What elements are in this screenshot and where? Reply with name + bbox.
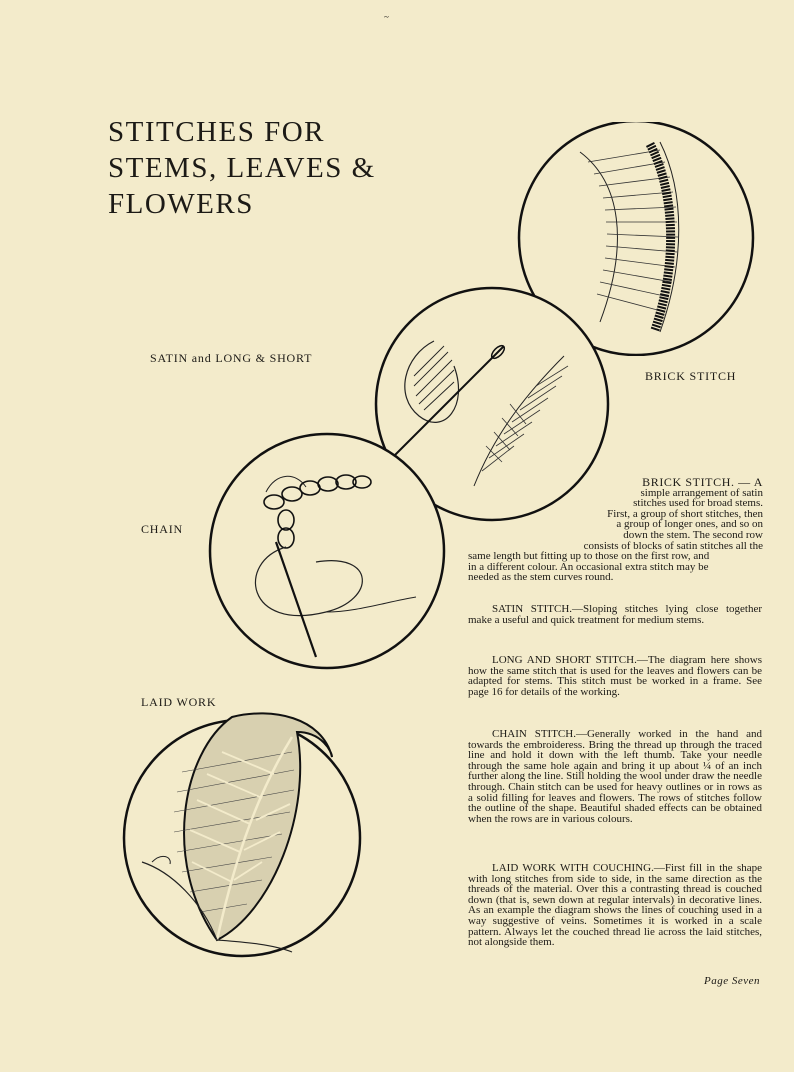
- text-line: stitches used for broad stems.: [633, 497, 763, 510]
- page-number: Page Seven: [704, 975, 760, 987]
- chain-stitch-illustration: [206, 432, 448, 670]
- text-line: needed as the stem curves round.: [468, 571, 614, 584]
- text-line: down the stem. The second row: [623, 528, 763, 541]
- title-line-3: FLOWERS: [108, 188, 254, 220]
- text-line: same length but fitting up to those on the first row, and: [468, 550, 710, 563]
- text-line: simple arrangement of satin: [640, 486, 763, 499]
- laid-work-paragraph: [468, 863, 762, 948]
- caption-chain: CHAIN: [141, 522, 183, 536]
- text-line: a group of longer ones, and so on: [616, 518, 763, 531]
- print-mark: ~: [384, 12, 389, 22]
- caption-brick-stitch: BRICK STITCH: [645, 369, 737, 383]
- paragraph-text: LAID WORK WITH COUCHING.—First fill in the shape with long stitches from side to side, in the same direction as the threads of the material. Over this a contrasting thread is couched down (that is, sewn down at regular intervals) in decorative lines. As an example the diagram shows the lines of couching used in a way suggestive of veins. Sometimes it is worked in a scale pattern. Always let the couched thread lie across the laid stitches, not alongside them.: [468, 862, 762, 949]
- caption-laid-work: LAID WORK: [141, 695, 217, 709]
- laid-work-illustration: [122, 712, 362, 960]
- paragraph-text: SATIN STITCH.—Sloping stitches lying close together make a useful and quick treatment for medium stems.: [468, 603, 762, 626]
- title-line-2: STEMS, LEAVES &: [108, 152, 376, 184]
- text-line: in a different colour. An occasional extra stitch may be: [468, 560, 709, 573]
- brick-stitch-paragraph: [468, 477, 763, 583]
- text-line: First, a group of short stitches, then: [607, 507, 763, 520]
- satin-stitch-paragraph: [468, 604, 762, 625]
- text-line: BRICK STITCH. — A: [642, 475, 763, 489]
- text-line: consists of blocks of satin stitches all the: [583, 539, 763, 552]
- title-line-1: STITCHES FOR: [108, 116, 326, 148]
- page-title: [108, 114, 376, 222]
- chain-stitch-paragraph: [468, 729, 762, 824]
- caption-satin-long-short: SATIN and LONG & SHORT: [150, 351, 313, 365]
- long-short-stitch-paragraph: [468, 655, 762, 697]
- paragraph-text: LONG AND SHORT STITCH.—The diagram here shows how the same stitch that is used for the leaves and flowers can be adapted for stems. This stitch must be worked in a frame. See page 16 for details of the working.: [468, 654, 762, 698]
- paragraph-text: CHAIN STITCH.—Generally worked in the hand and towards the embroideress. Bring the thread up through the traced line and hold it down with the left thumb. Take your needle through the same hole again and bring it up about ¼ of an inch further along the line. Still holding the wool under draw the needle through. Chain stitch can be used for heavy outlines or in rows as a solid filling for leaves and flowers. The rows of stitches follow the outline of the shape. Beautiful shaded effects can be obtained when the rows are in various colours.: [468, 728, 762, 825]
